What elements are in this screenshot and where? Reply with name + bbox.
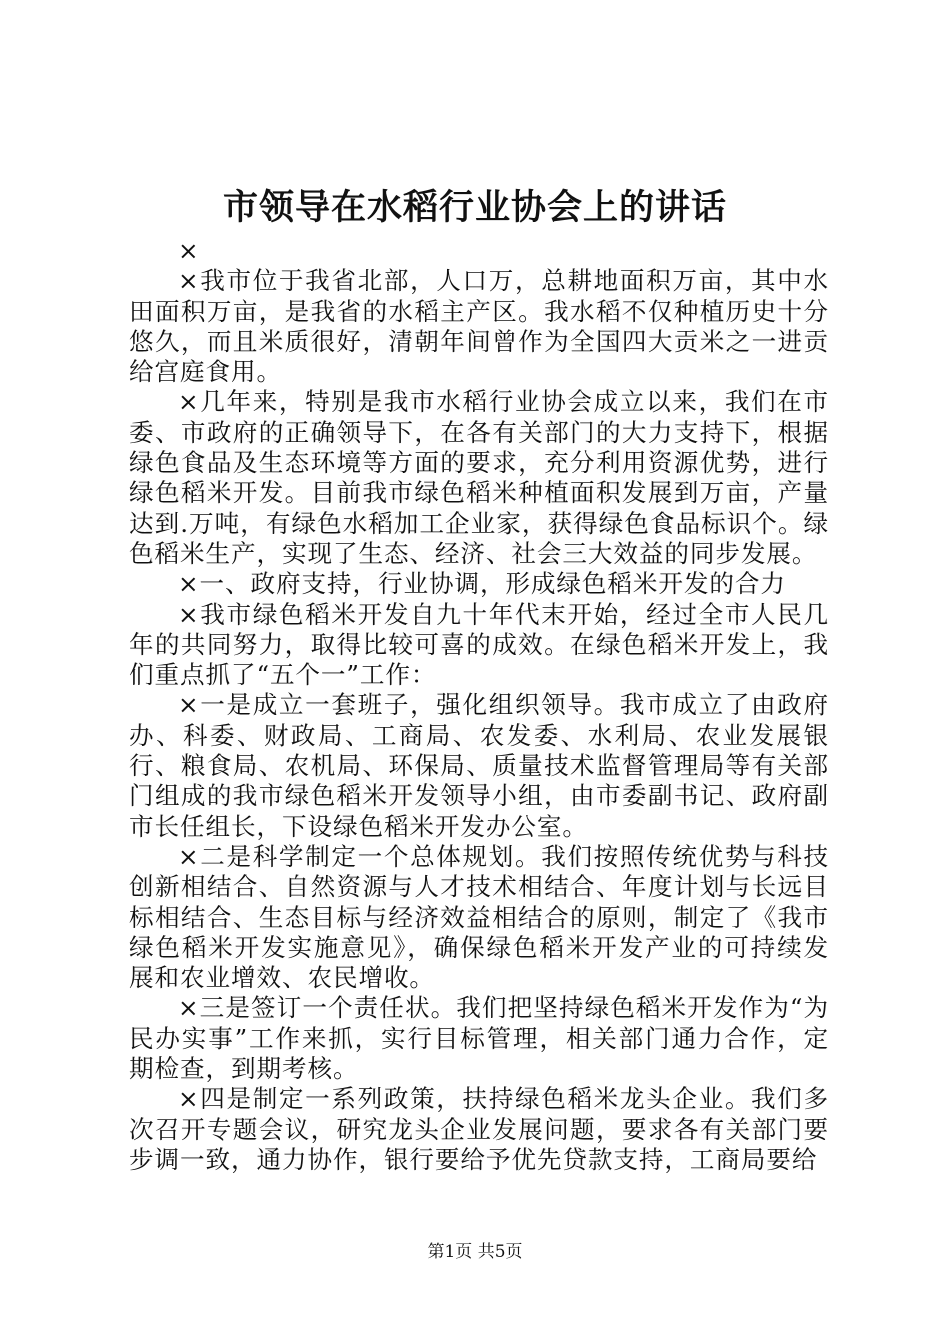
page-number-footer: 第1页 共5页 — [427, 1242, 523, 1262]
paragraph-8: ×四是制定一系列政策，扶持绿色稻米龙头企业。我们多次召开专题会议，研究龙头企业发展问题，要求各有关部门要步调一致，通力协作，银行要给予优先贷款支持，工商局要给 — [129, 1084, 829, 1174]
section-heading-1: ×一、政府支持，行业协调，形成绿色稻米开发的合力 — [178, 569, 786, 599]
paragraph-1: × — [178, 236, 200, 265]
paragraph-4: ×我市绿色稻米开发自九十年代末开始，经过全市人民几年的共同努力，取得比较可喜的成效。在绿色稻米开发上，我们重点抓了“五个一”工作： — [129, 599, 829, 690]
paragraph-5: ×一是成立一套班子，强化组织领导。我市成立了由政府办、科委、财政局、工商局、农发委、水利局、农业发展银行、粮食局、农机局、环保局、质量技术监督管理局等有关部门组成的我市绿色稻米开发领导小组，由市委副书记、政府副市长任组长，下设绿色稻米开发办公室。 — [129, 690, 829, 841]
document-title: 市领导在水稻行业协会上的讲话 — [222, 187, 727, 228]
paragraph-7: ×三是签订一个责任状。我们把坚持绿色稻米开发作为“为民办实事”工作来抓，实行目标管理，相关部门通力合作，定期检查，到期考核。 — [129, 993, 829, 1084]
paragraph-6: ×二是科学制定一个总体规划。我们按照传统优势与科技创新相结合、自然资源与人才技术相结合、年度计划与长远目标相结合、生态目标与经济效益相结合的原则，制定了《我市绿色稻米开发实施意见》，确保绿色稻米开发产业的可持续发展和农业增效、农民增收。 — [129, 841, 829, 993]
document-body — [129, 236, 829, 1175]
paragraph-3: ×几年来，特别是我市水稻行业协会成立以来，我们在市委、市政府的正确领导下，在各有关部门的大力支持下，根据绿色食品及生态环境等方面的要求，充分利用资源优势，进行绿色稻米开发。目前我市绿色稻米种植面积发展到万亩，产量达到.万吨，有绿色水稻加工企业家，获得绿色食品标识个。绿色稻米生产，实现了生态、经济、社会三大效益的同步发展。 — [129, 387, 829, 568]
paragraph-2: ×我市位于我省北部，人口万，总耕地面积万亩，其中水田面积万亩，是我省的水稻主产区。我水稻不仅种植历史十分悠久，而且米质很好，清朝年间曾作为全国四大贡米之一进贡给宫庭食用。 — [129, 266, 829, 387]
